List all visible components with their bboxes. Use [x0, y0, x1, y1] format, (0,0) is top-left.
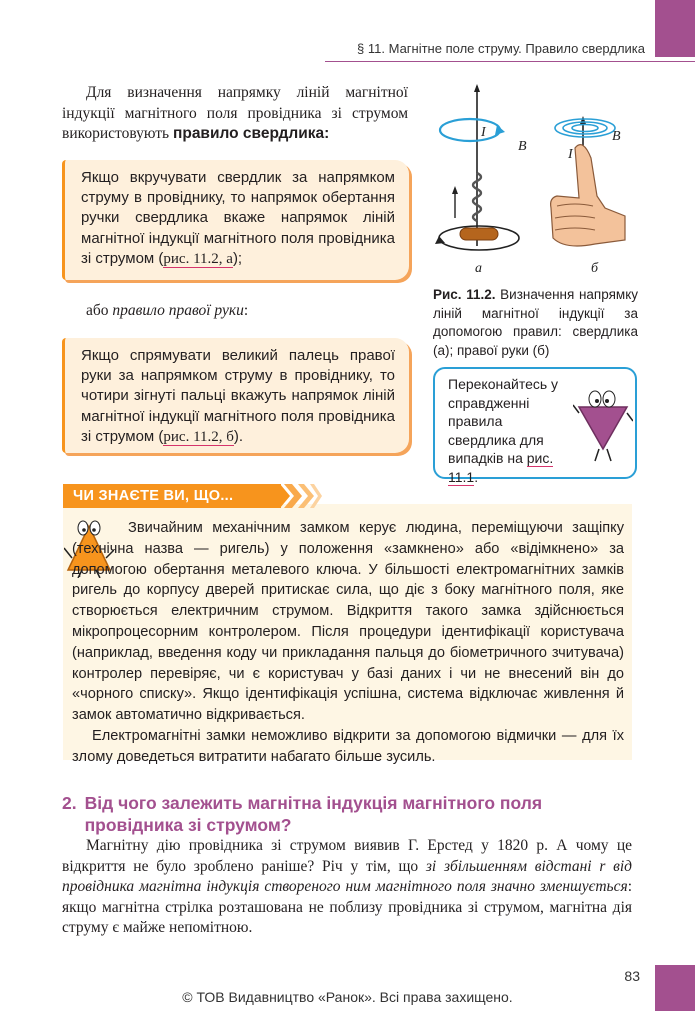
figure-caption	[433, 286, 638, 360]
check-box-text	[448, 375, 570, 486]
header-rule	[325, 61, 695, 62]
sidebox-ref[interactable]: рис. 11.1	[448, 450, 554, 485]
dyk-paragraph-1: Звичайним механічним замком керує людина, переміщуючи защіпку (технічна назва — ригель) у положення «замкнено» або «відімкнено» за допомогою обертання металевого ключа. У більшості електромагнітних замків ригель до корпусу дверей притискає сила, що діє з боку магнітного поля, яке створюється електричним струмом. Відкриття такого замка здійснюється мікропроцесорним контролером. Після процедури ідентифікації користувача (наприклад, введення коду чи прикладання пальця до біометричного зчитувача) контролер перевіряє, чи є користувач у базі даних і чи не внесений він до «чорного списку». Якщо ідентифікація успішна, система відключає живлення й замок автоматично відкривається.	[72, 520, 624, 724]
or-prefix: або	[86, 302, 113, 319]
figure-11-2	[425, 78, 640, 283]
rule2-ref[interactable]: рис. 11.2, б	[163, 428, 234, 445]
drill-illustration	[435, 84, 519, 250]
page-number: 83	[624, 968, 640, 984]
did-you-know-heading: ЧИ ЗНАЄТЕ ВИ, ЩО...	[63, 484, 281, 508]
section-number: 2.	[62, 793, 77, 813]
intro-paragraph	[62, 83, 408, 145]
chevrons-icon	[270, 484, 322, 508]
section-heading	[62, 793, 622, 836]
rule-box-drill	[62, 160, 409, 280]
copyright: © ТОВ Видавництво «Ранок». Всі права захищено.	[182, 989, 513, 1005]
running-header: § 11. Магнітне поле струму. Правило свердлика	[357, 41, 645, 56]
rule2-tail: ).	[233, 427, 244, 445]
or-italic: правило правої руки	[112, 302, 244, 319]
check-box	[433, 367, 637, 485]
current-label-b: I	[568, 147, 573, 162]
current-label-a: I	[481, 125, 486, 140]
rule1-text: Якщо вкручувати свердлик за напрямком струму в провіднику, то напрямок обертання ручки свердлика вкаже напрямок ліній магнітної індукції магнітного поля провідника зі струмом (	[81, 169, 395, 267]
rule2-text: Якщо спрямувати великий палець правої руки за напрямком струму в провіднику, то чотири зігнуті пальці вкажуть напрямок ліній магнітної індукції магнітного поля провідника зі струмом (	[81, 347, 395, 445]
dyk-paragraph-2: Електромагнітні замки неможливо відкрити за допомогою відмички — для їх злому доведеться витратити набагато більше зусиль.	[72, 727, 624, 765]
sidebox-tail: .	[474, 468, 479, 485]
final-text-1: Магнітну дію провідника зі струмом виявив Г. Ерстед у 1820 р. А чому це відкриття не було зроблено раніше? Річ у тім, що	[62, 837, 632, 875]
figure-label-a: а	[475, 261, 482, 276]
did-you-know-text	[72, 518, 624, 768]
caption-number: Рис. 11.2.	[433, 287, 496, 302]
rule-box-right-hand	[62, 338, 409, 453]
final-paragraph	[62, 836, 632, 939]
intro-bold: правило свердлика:	[172, 125, 330, 142]
mascot-triangle-icon	[573, 383, 633, 463]
or-suffix: :	[243, 302, 249, 319]
figure-label-b: б	[591, 261, 599, 276]
or-line	[86, 302, 248, 320]
caption-text: Визначення напрямку ліній магнітної індукції за допомогою правил: свердлика (а); правої руки (б)	[433, 287, 638, 358]
final-text-2: : якщо магнітна стрілка розташована не поблизу провідника зі струмом, магнітна дія струму є майже непомітною.	[62, 878, 632, 936]
field-label-a: B	[518, 139, 527, 154]
sidebox-text: Переконайтесь у справдженні правила свердлика для випадків на	[448, 376, 559, 466]
header-accent-bar	[655, 0, 695, 57]
rule1-ref[interactable]: рис. 11.2, а	[163, 250, 233, 267]
intro-text: Для визначення напрямку ліній магнітної індукції магнітного поля провідника зі струмом використовують	[62, 84, 408, 142]
section-title: Від чого залежить магнітна індукція магнітного поля провідника зі струмом?	[84, 793, 543, 835]
field-label-b: B	[612, 129, 621, 144]
final-italic: зі збільшенням відстані r від провідника магнітна індукція створеного ним магнітного поля значно зменшується	[62, 857, 632, 895]
rule1-tail: );	[232, 249, 243, 267]
